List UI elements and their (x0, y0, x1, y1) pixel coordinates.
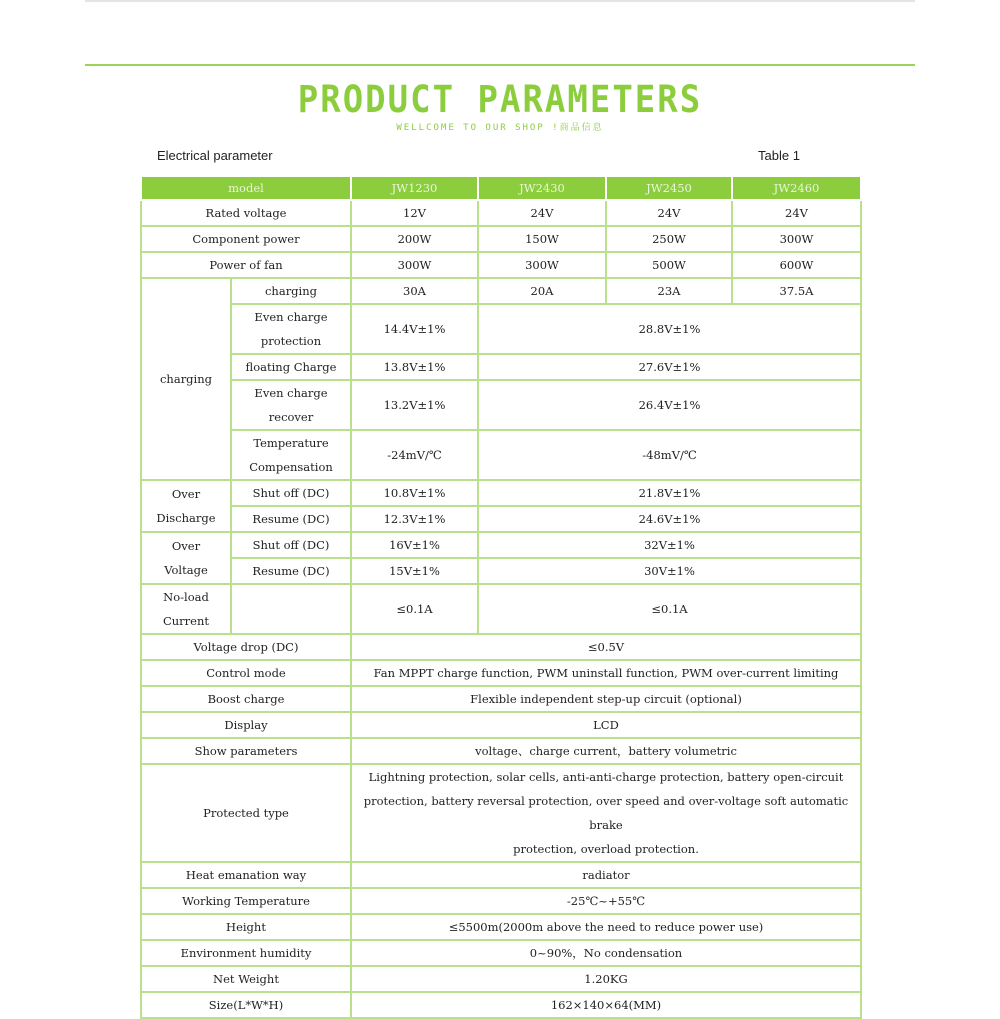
table-row (141, 380, 861, 430)
label-line: Even charge (254, 386, 328, 400)
page-title: PRODUCT PARAMETERS (297, 78, 703, 122)
row-label: Power of fan (141, 252, 351, 278)
cell: 28.8V±1% (478, 304, 861, 354)
table-row (141, 200, 861, 226)
cell: 15V±1% (351, 558, 478, 584)
table-row (141, 992, 861, 1018)
cell: 37.5A (732, 278, 861, 304)
table-row (141, 686, 861, 712)
group-label-over-voltage (141, 532, 231, 584)
cell: 13.2V±1% (351, 380, 478, 430)
row-label: Display (141, 712, 351, 738)
header-model-1: JW1230 (351, 176, 478, 200)
table-row (141, 278, 861, 304)
table-row (141, 480, 861, 506)
header-model-label: model (141, 176, 351, 200)
cell: Flexible independent step-up circuit (optional) (351, 686, 861, 712)
cell: ≤0.1A (478, 584, 861, 634)
table-row (141, 354, 861, 380)
cell: 24V (478, 200, 606, 226)
table-row (141, 558, 861, 584)
row-label: Resume (DC) (231, 506, 351, 532)
label-line: Compensation (249, 460, 333, 474)
page-subtitle: WELLCOME TO OUR SHOP !商品信息 (396, 123, 604, 133)
label-line: Over (171, 487, 201, 501)
empty-cell (231, 584, 351, 634)
cell: 150W (478, 226, 606, 252)
header-model-4: JW2460 (732, 176, 861, 200)
cell: 30V±1% (478, 558, 861, 584)
cell: 162×140×64(MM) (351, 992, 861, 1018)
cell: 26.4V±1% (478, 380, 861, 430)
label-line: Current (162, 614, 210, 628)
cell (351, 764, 861, 862)
cell: 250W (606, 226, 732, 252)
table-caption-right: Table 1 (758, 148, 800, 163)
header-model-2: JW2430 (478, 176, 606, 200)
cell: -48mV/℃ (478, 430, 861, 480)
cell: 13.8V±1% (351, 354, 478, 380)
cell: -25℃~+55℃ (351, 888, 861, 914)
cell: 23A (606, 278, 732, 304)
cell: Fan MPPT charge function, PWM uninstall function, PWM over-current limiting (351, 660, 861, 686)
row-label: floating Charge (231, 354, 351, 380)
row-label: Show parameters (141, 738, 351, 764)
row-label: charging (231, 278, 351, 304)
spec-table (140, 175, 862, 1019)
cell: 27.6V±1% (478, 354, 861, 380)
cell: 20A (478, 278, 606, 304)
label-line: protection (260, 334, 322, 348)
table-row (141, 252, 861, 278)
cell: 300W (732, 226, 861, 252)
cell: ≤0.5V (351, 634, 861, 660)
table-row (141, 712, 861, 738)
cell: 21.8V±1% (478, 480, 861, 506)
label-line: Even charge (254, 310, 328, 324)
table-row (141, 304, 861, 354)
label-line: Discharge (156, 511, 216, 525)
top-divider (85, 64, 915, 66)
row-label: Environment humidity (141, 940, 351, 966)
row-label: Shut off (DC) (231, 480, 351, 506)
cell: 600W (732, 252, 861, 278)
text-line: protection, battery reversal protection, over speed and over-voltage soft automatic brake (363, 794, 849, 832)
row-label: Component power (141, 226, 351, 252)
label-line: No-load (163, 590, 209, 604)
cell: 16V±1% (351, 532, 478, 558)
row-label: Net Weight (141, 966, 351, 992)
text-line: protection, overload protection. (513, 842, 699, 856)
table-header-row (141, 176, 861, 200)
table-row (141, 914, 861, 940)
table-row (141, 634, 861, 660)
row-label: Protected type (141, 764, 351, 862)
group-label-no-load (141, 584, 231, 634)
label-line: recover (268, 410, 314, 424)
cell: -24mV/℃ (351, 430, 478, 480)
table-row (141, 888, 861, 914)
cell: 24.6V±1% (478, 506, 861, 532)
table-row (141, 506, 861, 532)
table-caption-left: Electrical parameter (157, 148, 273, 163)
row-label: Working Temperature (141, 888, 351, 914)
table-row (141, 584, 861, 634)
cell: 12V (351, 200, 478, 226)
table-row (141, 430, 861, 480)
label-line: Over (171, 539, 201, 553)
cell: 200W (351, 226, 478, 252)
row-label: Boost charge (141, 686, 351, 712)
row-label (231, 430, 351, 480)
label-line: Temperature (253, 436, 329, 450)
cell: voltage、charge current，battery volumetric (351, 738, 861, 764)
cell: LCD (351, 712, 861, 738)
group-label-over-discharge (141, 480, 231, 532)
cell: 0~90%，No condensation (351, 940, 861, 966)
row-label: Rated voltage (141, 200, 351, 226)
table-row (141, 966, 861, 992)
cell: 12.3V±1% (351, 506, 478, 532)
header-model-3: JW2450 (606, 176, 732, 200)
cell: 300W (478, 252, 606, 278)
table-row (141, 532, 861, 558)
group-label-charging: charging (141, 278, 231, 480)
row-label (231, 304, 351, 354)
row-label: Size(L*W*H) (141, 992, 351, 1018)
table-row (141, 862, 861, 888)
cell: 14.4V±1% (351, 304, 478, 354)
cell: 10.8V±1% (351, 480, 478, 506)
cell: 24V (606, 200, 732, 226)
table-row (141, 764, 861, 862)
cell: 300W (351, 252, 478, 278)
table-row (141, 660, 861, 686)
row-label: Control mode (141, 660, 351, 686)
row-label (231, 380, 351, 430)
cell: 30A (351, 278, 478, 304)
cell: ≤5500m(2000m above the need to reduce power use) (351, 914, 861, 940)
row-label: Voltage drop (DC) (141, 634, 351, 660)
table-row (141, 226, 861, 252)
cell: 24V (732, 200, 861, 226)
cell: ≤0.1A (351, 584, 478, 634)
table-row (141, 738, 861, 764)
row-label: Shut off (DC) (231, 532, 351, 558)
cell: 32V±1% (478, 532, 861, 558)
cell: 500W (606, 252, 732, 278)
table-row (141, 940, 861, 966)
label-line: Voltage (164, 563, 208, 577)
cell: 1.20KG (351, 966, 861, 992)
row-label: Heat emanation way (141, 862, 351, 888)
top-divider-faint (85, 0, 915, 2)
row-label: Height (141, 914, 351, 940)
cell: radiator (351, 862, 861, 888)
text-line: Lightning protection, solar cells, anti-anti-charge protection, battery open-circuit (368, 770, 844, 784)
row-label: Resume (DC) (231, 558, 351, 584)
